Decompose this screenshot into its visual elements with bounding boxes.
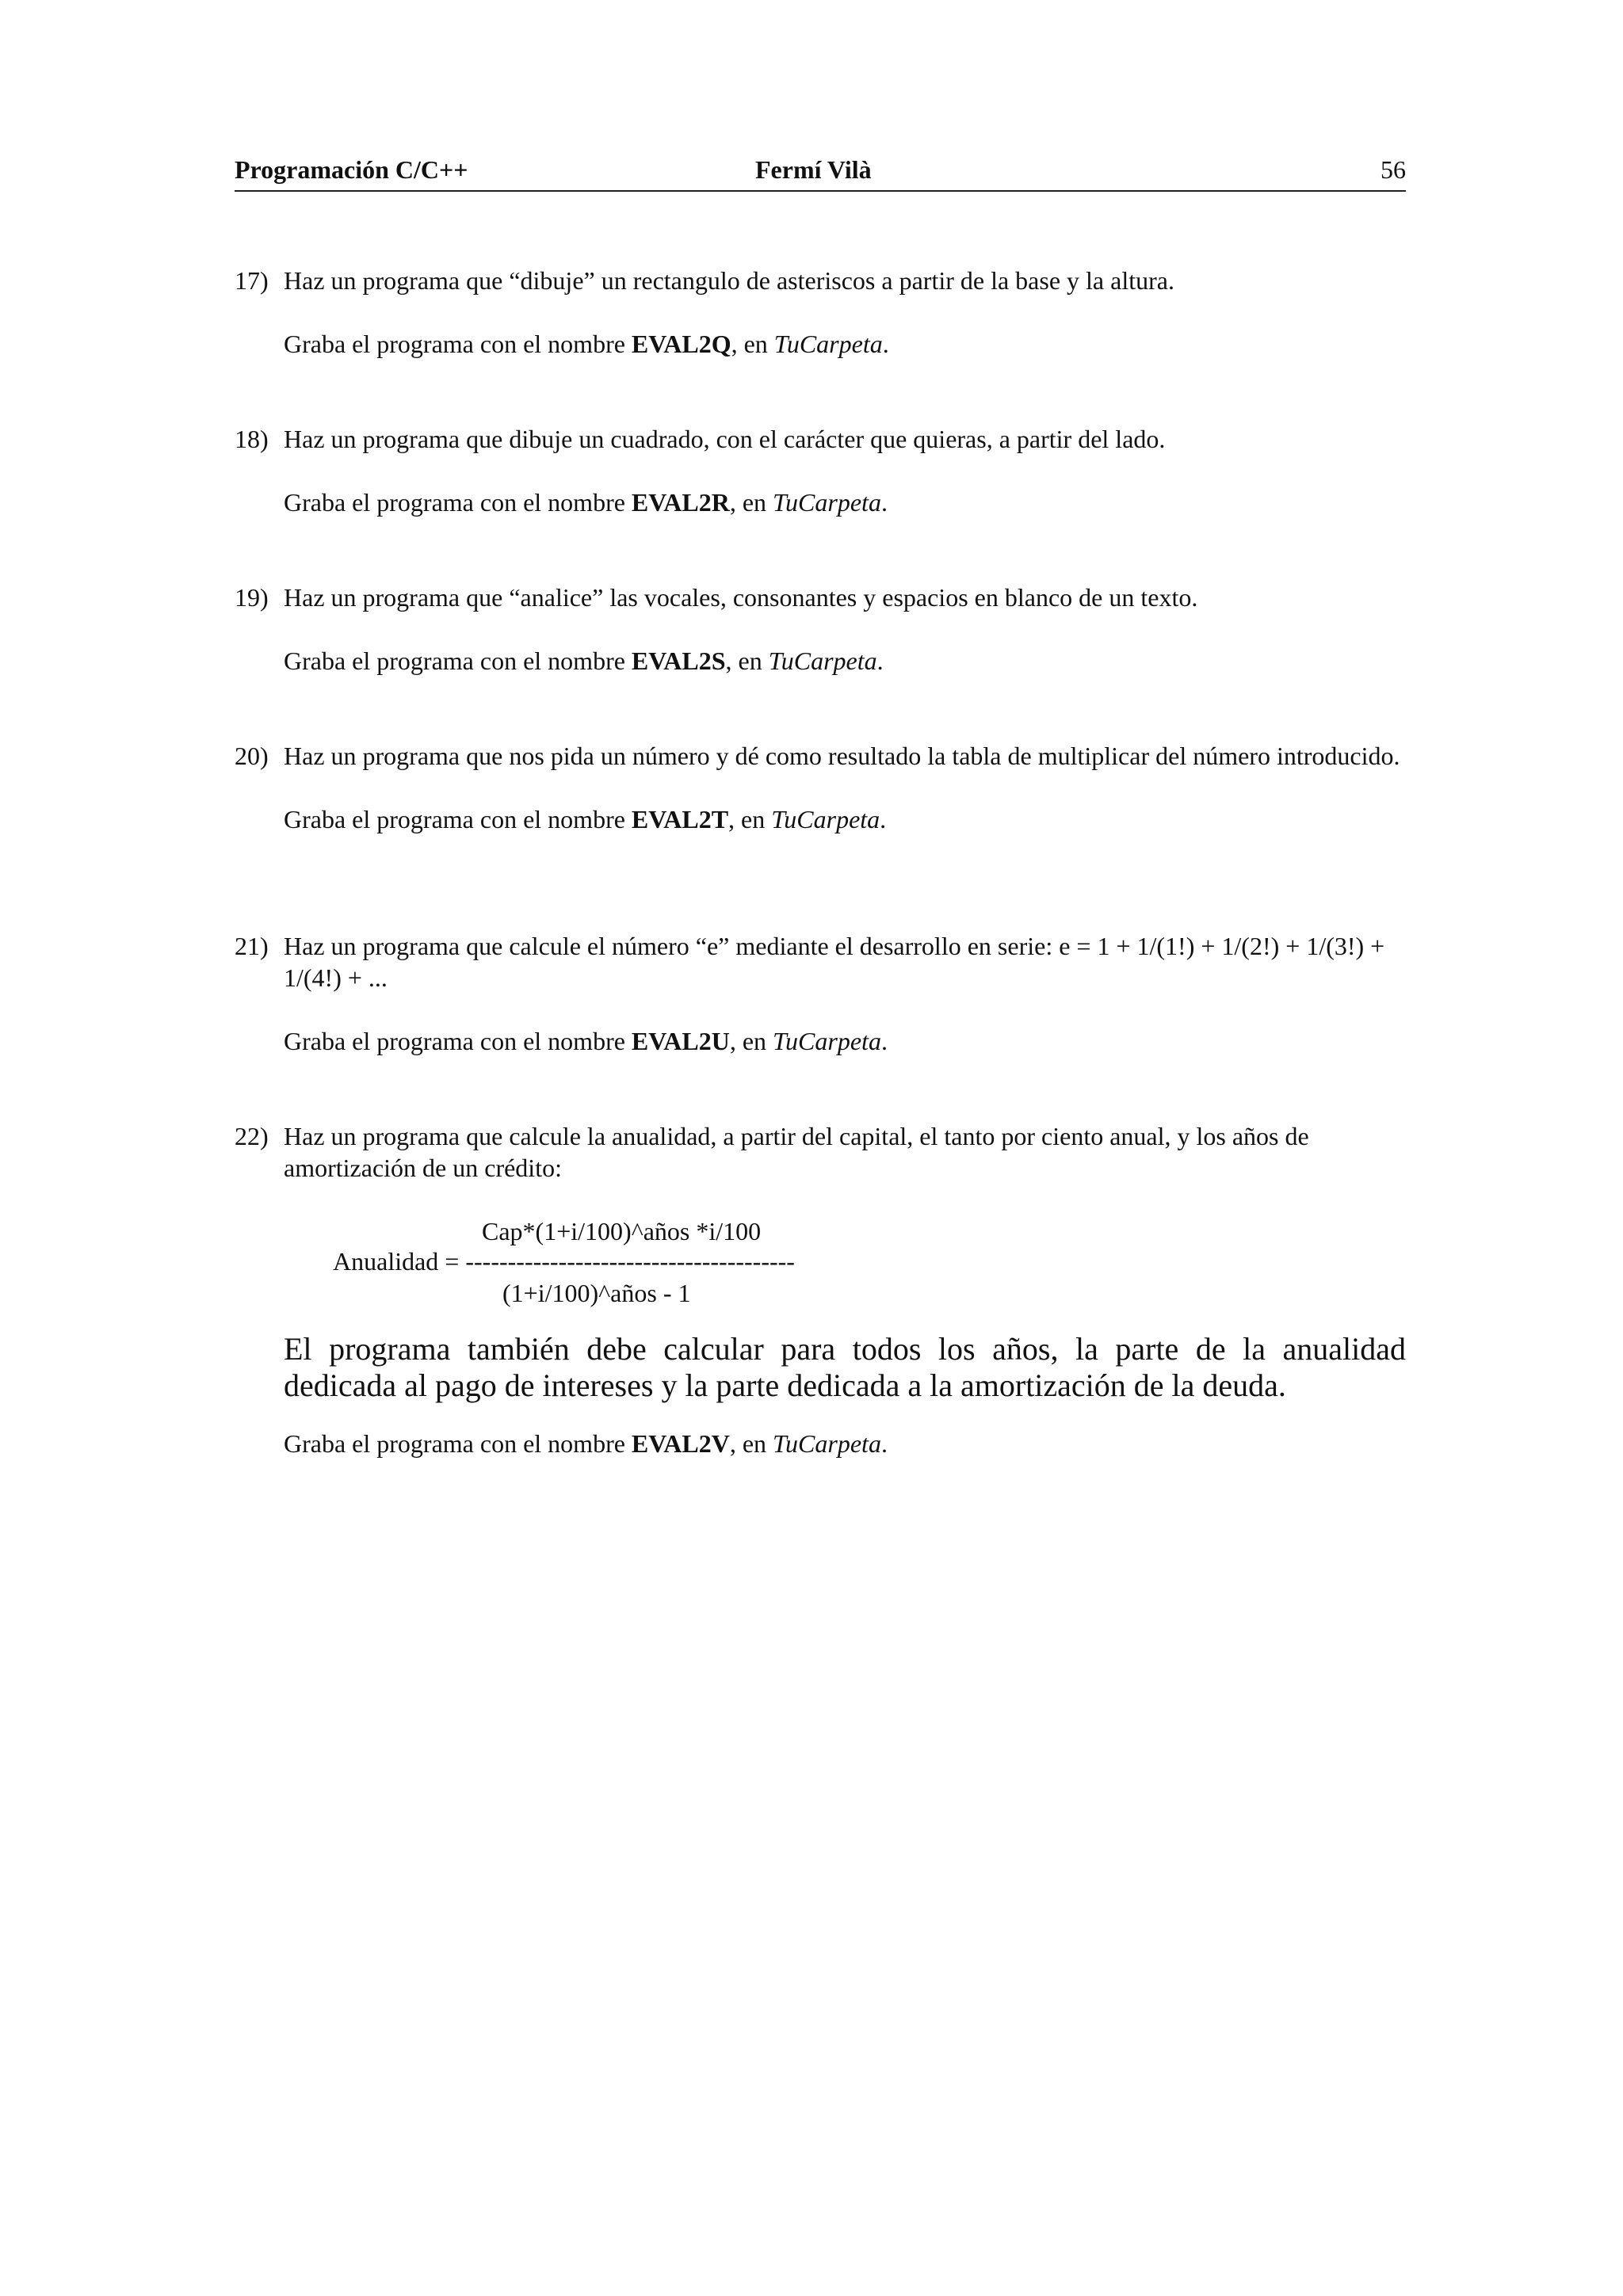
save-instruction xyxy=(284,645,1406,677)
save-folder: TuCarpeta xyxy=(773,488,881,517)
exercise-text: Haz un programa que calcule el número “e” mediante el desarrollo en serie: e = 1 + 1/(1!) + 1/(2!) + 1/(3!) + 1/(4!) + ... xyxy=(284,932,1385,992)
save-folder: TuCarpeta xyxy=(773,330,883,358)
save-filename: EVAL2V xyxy=(631,1429,730,1458)
save-prefix: Graba el programa con el nombre xyxy=(284,1027,632,1055)
exercise-text: Haz un programa que nos pida un número y dé como resultado la tabla de multiplicar del número introducido. xyxy=(284,742,1400,770)
save-suffix: . xyxy=(882,330,889,358)
exercise-number: 22) xyxy=(235,1122,269,1150)
exercise-22 xyxy=(235,1120,1406,1459)
exercise-text: Haz un programa que calcule la anualidad, a partir del capital, el tanto por ciento anual, y los años de amortización de un crédito: xyxy=(284,1122,1309,1182)
save-suffix: . xyxy=(880,1027,888,1055)
save-suffix: . xyxy=(880,488,888,517)
page-number: 56 xyxy=(1381,155,1406,184)
exercise-number: 18) xyxy=(235,425,269,453)
save-prefix: Graba el programa con el nombre xyxy=(284,646,632,675)
save-middle: , en xyxy=(728,805,772,833)
save-filename: EVAL2S xyxy=(631,646,726,675)
exercise-18 xyxy=(235,423,1406,518)
save-suffix: . xyxy=(880,805,887,833)
exercise-17 xyxy=(235,265,1406,360)
save-folder: TuCarpeta xyxy=(773,1027,881,1055)
page-header xyxy=(235,155,1406,192)
annuity-formula xyxy=(235,1215,1406,1310)
formula-label: Anualidad = --------------------------------------- xyxy=(333,1247,795,1276)
save-prefix: Graba el programa con el nombre xyxy=(284,1429,632,1458)
save-instruction xyxy=(284,328,1406,360)
save-prefix: Graba el programa con el nombre xyxy=(284,488,632,517)
formula-numerator: Cap*(1+i/100)^años *i/100 xyxy=(482,1217,762,1245)
save-instruction xyxy=(284,803,1406,835)
exercise-19 xyxy=(235,582,1406,677)
save-filename: EVAL2Q xyxy=(631,330,731,358)
save-filename: EVAL2T xyxy=(631,805,729,833)
exercise-text: Haz un programa que “dibuje” un rectangulo de asteriscos a partir de la base y la altura. xyxy=(284,266,1174,295)
save-middle: , en xyxy=(729,1027,773,1055)
exercise-number: 20) xyxy=(235,742,269,770)
save-folder: TuCarpeta xyxy=(768,646,877,675)
exercise-21 xyxy=(235,930,1406,1057)
save-middle: , en xyxy=(729,488,773,517)
formula-denominator: (1+i/100)^años - 1 xyxy=(502,1279,691,1307)
header-title: Programación C/C++ xyxy=(235,155,468,184)
save-instruction xyxy=(284,1428,1406,1459)
save-instruction xyxy=(284,486,1406,518)
save-folder: TuCarpeta xyxy=(771,805,880,833)
save-prefix: Graba el programa con el nombre xyxy=(284,805,632,833)
save-middle: , en xyxy=(731,330,774,358)
save-middle: , en xyxy=(725,646,769,675)
exercise-number: 21) xyxy=(235,932,269,960)
save-prefix: Graba el programa con el nombre xyxy=(284,330,632,358)
exercise-text: Haz un programa que “analice” las vocales, consonantes y espacios en blanco de un texto. xyxy=(284,583,1198,612)
save-instruction xyxy=(284,1025,1406,1057)
exercise-20 xyxy=(235,740,1406,835)
header-author: Fermí Vilà xyxy=(755,155,872,184)
exercise-paragraph: El programa también debe calcular para todos los años, la parte de la anualidad dedicada al pago de intereses y la parte dedicada a la amortización de la deuda. xyxy=(284,1331,1406,1403)
save-filename: EVAL2R xyxy=(631,488,730,517)
save-middle: , en xyxy=(729,1429,773,1458)
exercise-number: 17) xyxy=(235,266,269,295)
save-filename: EVAL2U xyxy=(631,1027,730,1055)
exercise-text: Haz un programa que dibuje un cuadrado, con el carácter que quieras, a partir del lado. xyxy=(284,425,1166,453)
exercise-number: 19) xyxy=(235,583,269,612)
save-suffix: . xyxy=(880,1429,888,1458)
save-folder: TuCarpeta xyxy=(773,1429,881,1458)
save-suffix: . xyxy=(876,646,884,675)
